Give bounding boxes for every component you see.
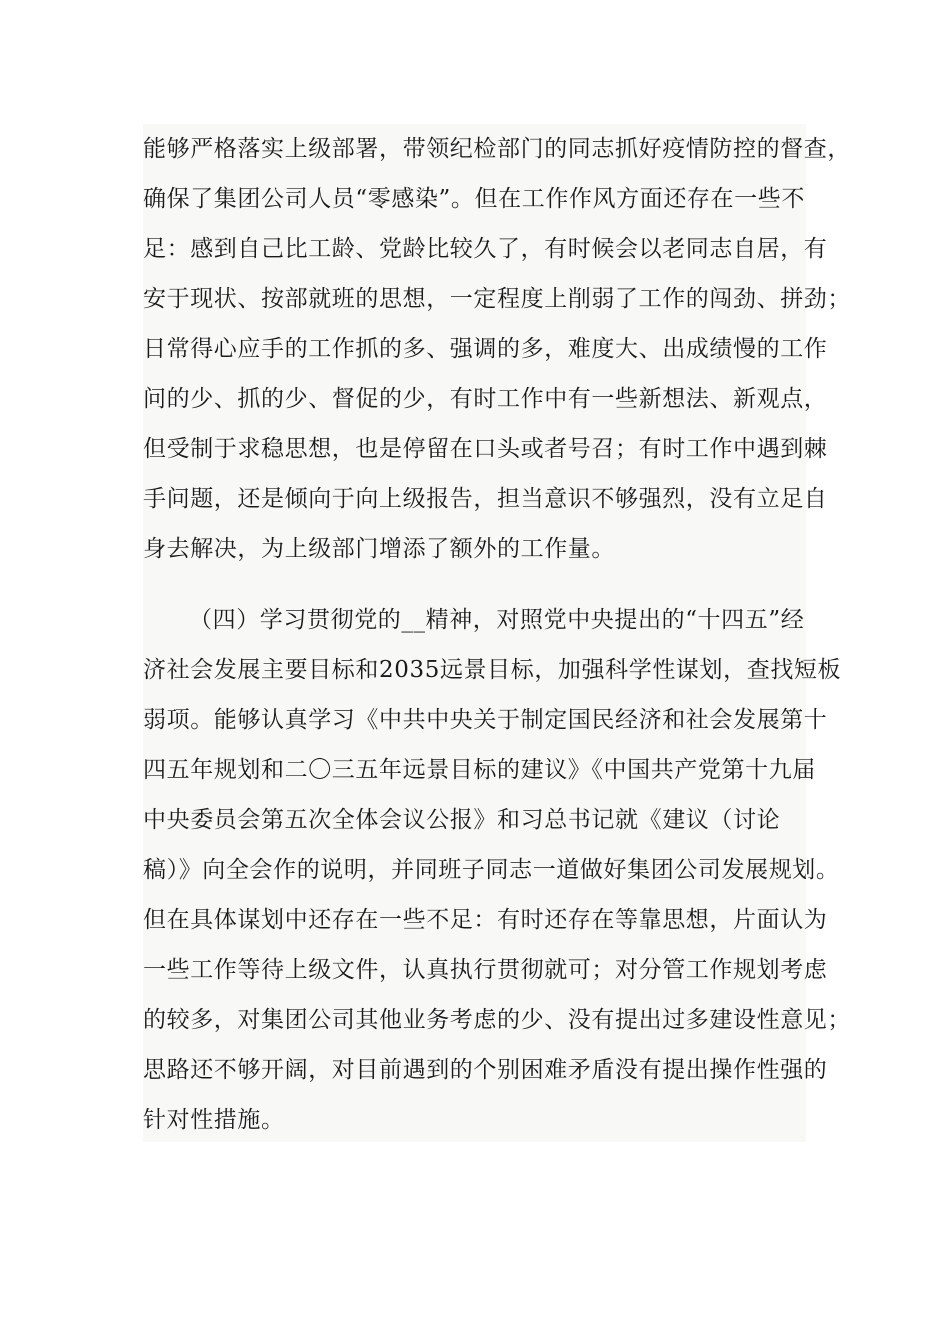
- paragraph-2-line: 但在具体谋划中还存在一些不足：有时还存在等靠思想，片面认为: [143, 907, 828, 933]
- paragraph-2-line: 一些工作等待上级文件，认真执行贯彻就可；对分管工作规划考虑: [143, 957, 828, 983]
- paragraph-1-line: 身去解决，为上级部门增添了额外的工作量。: [143, 536, 615, 562]
- paragraph-1-line: 能够严格落实上级部署，带领纪检部门的同志抓好疫情防控的督查，: [143, 136, 851, 162]
- paragraph-2-line: 弱项。能够认真学习《中共中央关于制定国民经济和社会发展第十: [143, 707, 828, 733]
- paragraph-1-line: 但受制于求稳思想，也是停留在口头或者号召；有时工作中遇到棘: [143, 436, 828, 462]
- paragraph-2-line: 针对性措施。: [143, 1107, 285, 1133]
- paragraph-1-line: 问的少、抓的少、督促的少，有时工作中有一些新想法、新观点，: [143, 386, 828, 412]
- paragraph-2-line: 济社会发展主要目标和2035远景目标，加强科学性谋划，查找短板: [143, 657, 842, 683]
- paragraph-2-line: （四）学习贯彻党的__精神，对照党中央提出的“十四五”经: [189, 607, 805, 633]
- paragraph-2-line: 中央委员会第五次全体会议公报》和习总书记就《建议（讨论: [143, 807, 781, 833]
- paragraph-1-line: 安于现状、按部就班的思想，一定程度上削弱了工作的闯劲、拼劲；: [143, 286, 851, 312]
- paragraph-2-line: 稿）》向全会作的说明，并同班子同志一道做好集团公司发展规划。: [143, 857, 840, 883]
- document-text-block: [143, 124, 851, 1142]
- paragraph-1-line: 足：感到自己比工龄、党龄比较久了，有时候会以老同志自居，有: [143, 236, 828, 262]
- paragraph-2-line: 思路还不够开阔，对目前遇到的个别困难矛盾没有提出操作性强的: [143, 1057, 828, 1083]
- paragraph-1-line: 确保了集团公司人员“零感染”。但在工作作风方面还存在一些不: [143, 186, 805, 212]
- paragraph-2-line: 的较多，对集团公司其他业务考虑的少、没有提出过多建设性意见；: [143, 1007, 851, 1033]
- paragraph-1-line: 日常得心应手的工作抓的多、强调的多，难度大、出成绩慢的工作: [143, 336, 828, 362]
- paragraph-2-line: 四五年规划和二〇三五年远景目标的建议》《中国共产党第十九届: [143, 757, 816, 783]
- paragraph-1-line: 手问题，还是倾向于向上级报告，担当意识不够强烈，没有立足自: [143, 486, 828, 512]
